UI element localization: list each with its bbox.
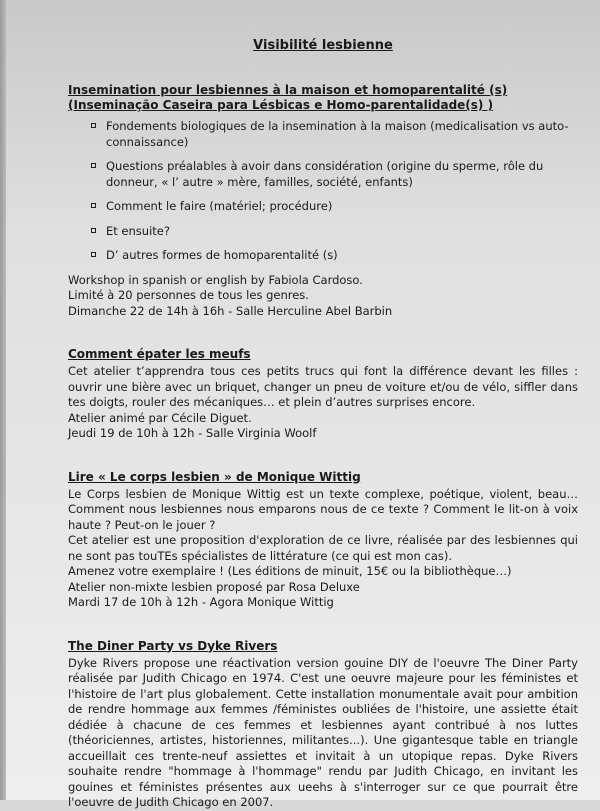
list-item-text: Questions préalables à avoir dans considération (origine du sperme, rôle du donneur, « l’ autre » mère, familles, société, enfants) [106, 159, 544, 189]
list-item [92, 119, 578, 150]
workshop-schedule: Mardi 17 de 10h à 12h - Agora Monique Wittig [68, 595, 334, 609]
list-item [92, 248, 578, 264]
section-epater [68, 347, 578, 442]
section-description: Cet atelier t’apprendra tous ces petits trucs qui font la différence devant les filles : ouvrir une bière avec un briquet, changer un pneu de voiture et/ou de vélo, siffler dans tes doigts, rouler des mécaniques… et plein d’autres surprises encore. [68, 364, 578, 409]
document-page [6, 0, 600, 809]
workshop-schedule: Dimanche 22 de 14h à 16h - Salle Herculine Abel Barbin [68, 303, 393, 318]
list-item-text: Comment le faire (matériel; procédure) [106, 199, 333, 213]
document-title: Visibilité lesbienne [253, 38, 393, 53]
workshop-language: Workshop in spanish or english by Fabiola Cardoso. [68, 272, 363, 287]
list-item-text: D’ autres formes de homoparentalité (s) [106, 248, 338, 262]
section-diner-party [68, 639, 578, 811]
workshop-host: Atelier non-mixte lesbien proposé par Rosa Deluxe [68, 579, 360, 594]
workshop-capacity: Limité à 20 personnes de tous les genres. [68, 288, 309, 302]
section-title: Insemination pour lesbiennes à la maison et homoparentalité (s) (Inseminação Caseira para Lésbicas e Homo-parentalidade(s) ) [68, 83, 508, 112]
checkbox-bullet-icon [91, 228, 96, 233]
bullet-list [68, 119, 578, 264]
list-item-text: Et ensuite? [106, 223, 170, 238]
section-description: Le Corps lesbien de Monique Wittig est un texte complexe, poétique, violent, beau… Comment nous lesbiennes nous emparons nous de ce texte ? Comment le lit-on à voix haute ? Peut-on le jouer ? [68, 486, 578, 532]
list-item-text: Fondements biologiques de la insemination à la maison (medicalisation vs auto-connaissance) [106, 119, 569, 149]
section-wittig [68, 470, 578, 611]
workshop-schedule: Jeudi 19 de 10h à 12h - Salle Virginia Woolf [68, 426, 317, 440]
section-description: Dyke Rivers propose une réactivation version gouine DIY de l'oeuvre The Diner Party réalisée par Judith Chicago en 1974. C'est une oeuvre majeure pour les féministes et l'histoire de l'art plus globalement. Cette installation monumentale avait pour ambition de rendre hommage aux femmes /féministes oubliées de l'histoire, une assiette était dédiée à chacune de ces femmes et lesbiennes ayant contribué à nos luttes (théoriciennes, artistes, historiennes, militantes...). Une gigantesque table en triangle accueillait ces trente-neuf assiettes et invitait à un utopique repas. Dyke Rivers souhaite rendre "hommage à l'hommage" rendu par Judith Chicago, en invitant les gouines et féministes présentes aux ueehs à s'interroger sur ce que pourrait être l'oeuvre de Judith Chicago en 2007. [68, 655, 578, 809]
section-note: Amenez votre exemplaire ! (Les éditions de minuit, 15€ ou la bibliothèque…) [68, 564, 512, 578]
workshop-host: Atelier animé par Cécile Diguet. [68, 410, 252, 425]
section-title: The Diner Party vs Dyke Rivers [68, 638, 278, 653]
section-insemination [68, 83, 578, 319]
list-item [92, 199, 578, 215]
section-description: Cet atelier est une proposition d'exploration de ce livre, réalisée par des lesbiennes qui ne sont pas touTEs spécialistes de littérature (ce qui est mon cas). [68, 533, 578, 563]
checkbox-bullet-icon [91, 163, 96, 168]
checkbox-bullet-icon [91, 123, 96, 128]
list-item [92, 224, 578, 240]
list-item [92, 159, 578, 190]
section-title: Lire « Le corps lesbien » de Monique Wittig [68, 469, 361, 484]
checkbox-bullet-icon [91, 252, 96, 257]
section-title: Comment épater les meufs [68, 347, 251, 361]
checkbox-bullet-icon [91, 203, 96, 208]
